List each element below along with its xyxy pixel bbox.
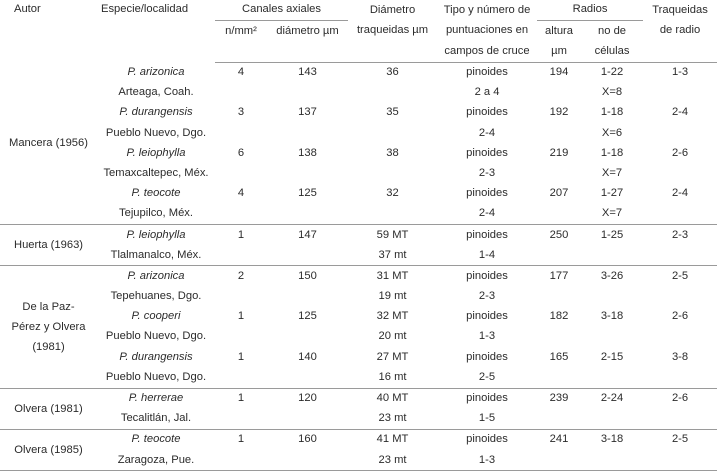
header-radios-cel-line2: células [581, 41, 643, 62]
canales-n-value: 1 [237, 350, 245, 363]
species-name: P. durangensis [119, 106, 193, 119]
radios-celulas-mean: X=6 [601, 126, 623, 139]
author-name-line: Huerta (1963) [13, 239, 84, 252]
tipo-value: pinoides [466, 350, 508, 363]
table-row [0, 450, 717, 471]
table-row [0, 266, 717, 287]
traqueidas-value-main: 41 MT [376, 433, 409, 446]
locality-name: Pueblo Nuevo, Dgo. [105, 330, 207, 343]
table-row [0, 103, 717, 123]
radios-celulas-range: 1-27 [600, 187, 624, 200]
traqueidas-value-main: 59 MT [376, 228, 409, 241]
author-name-line: Olvera (1981) [14, 402, 83, 415]
header-radios-altura-line2: µm [537, 41, 581, 62]
puntuaciones-number: 2-4 [437, 204, 537, 225]
radios-celulas-mean: X=7 [601, 166, 623, 179]
header-row-1 [0, 0, 717, 21]
species-name: P. durangensis [119, 350, 193, 363]
locality-name: Pueblo Nuevo, Dgo. [105, 126, 207, 139]
table-row [0, 225, 717, 246]
radios-celulas-mean [581, 367, 643, 388]
locality-name: Tecalitlán, Jal. [97, 409, 215, 430]
radios-celulas-range: 3-26 [600, 269, 624, 282]
traqueidas-value-main: 36 [386, 66, 399, 79]
traqueidas-value-secondary: 23 mt [348, 450, 437, 471]
radios-altura-value: 250 [549, 228, 569, 241]
traqueidas-radio-value: 2-6 [671, 310, 689, 323]
canales-diam-value: 140 [298, 350, 317, 363]
puntuaciones-number: 1-3 [437, 450, 537, 471]
traqueidas-value-secondary: 23 mt [348, 409, 437, 430]
traqueidas-radio-value: 2-3 [671, 228, 689, 241]
locality-name: Tejupilco, Méx. [97, 204, 215, 225]
tipo-value: pinoides [466, 310, 508, 323]
header-canales: Canales axiales [215, 0, 348, 21]
header-tipo-line3: campos de cruce [437, 41, 537, 62]
species-name: P. teocote [131, 187, 181, 200]
species-name: P. teocote [131, 433, 181, 446]
canales-diam-value: 150 [298, 269, 317, 282]
header-radios-altura-line1: altura [545, 24, 574, 37]
radios-altura-value: 194 [549, 66, 569, 79]
table-row [0, 388, 717, 409]
species-name: P. leiophylla [126, 228, 186, 241]
header-diametro-line2: traqueidas µm [356, 24, 429, 37]
table-row [0, 143, 717, 163]
traqueidas-value-secondary: 16 mt [348, 367, 437, 388]
traqueidas-radio-value: 1-3 [671, 66, 689, 79]
locality-name: Pueblo Nuevo, Dgo. [97, 367, 215, 388]
radios-celulas-range: 1-18 [600, 106, 624, 119]
traqueidas-radio-value: 2-6 [671, 146, 689, 159]
canales-n-value: 1 [237, 433, 245, 446]
traqueidas-value-main: 35 [386, 106, 399, 119]
species-name: P. arizonica [127, 269, 185, 282]
author-cell [0, 266, 97, 388]
table-row [0, 83, 717, 103]
header-traq-line2: de radio [659, 24, 701, 37]
header-radios: Radios [537, 0, 643, 21]
table-row [0, 62, 717, 83]
author-name-line: De la Paz- [22, 300, 75, 313]
canales-diam-value: 138 [298, 146, 317, 159]
radios-celulas-range: 1-25 [600, 228, 624, 241]
traqueidas-value-main: 38 [386, 146, 399, 159]
traqueidas-radio-value: 2-5 [671, 433, 689, 446]
canales-diam-value: 160 [298, 433, 317, 446]
canales-n-value: 1 [237, 310, 245, 323]
puntuaciones-number: 2-4 [478, 126, 496, 139]
header-especie: Especie/localidad [101, 3, 189, 15]
radios-altura-value: 192 [549, 106, 569, 119]
radios-altura-value: 182 [549, 310, 569, 323]
header-tipo-line2: puntuaciones en [445, 24, 529, 37]
puntuaciones-number: 1-3 [478, 330, 496, 343]
locality-name: Temaxcaltepec, Méx. [103, 166, 209, 179]
tipo-value: pinoides [466, 66, 508, 79]
canales-n-value: 2 [237, 269, 245, 282]
author-cell [0, 225, 97, 266]
radios-altura-value: 241 [549, 433, 569, 446]
radios-celulas-range: 2-24 [600, 392, 624, 405]
locality-name: Tlalmanalco, Méx. [97, 245, 215, 266]
species-name: P. arizonica [127, 65, 185, 78]
table-row [0, 429, 717, 450]
radios-celulas-mean: X=7 [581, 204, 643, 225]
canales-n-value: 4 [237, 187, 245, 200]
header-canales-n: n/mm² [225, 24, 257, 37]
canales-diam-value: 137 [298, 106, 317, 119]
header-traq-line1: Traqueidas [652, 3, 708, 16]
species-name: P. cooperi [131, 310, 181, 323]
species-name: P. herrerae [128, 392, 184, 405]
radios-altura-value: 219 [549, 146, 569, 159]
canales-diam-value: 143 [298, 66, 317, 79]
tipo-value: pinoides [466, 187, 508, 200]
header-autor: Autor [14, 3, 41, 15]
locality-name: Tepehuanes, Dgo. [110, 290, 202, 303]
canales-diam-value: 125 [298, 310, 317, 323]
table-row [0, 204, 717, 225]
traqueidas-value-secondary: 19 mt [378, 290, 407, 303]
traqueidas-value-secondary [348, 83, 437, 103]
radios-celulas-mean [581, 409, 643, 430]
species-name: P. leiophylla [126, 146, 186, 159]
radios-celulas-range: 1-18 [600, 146, 624, 159]
canales-n-value: 4 [237, 66, 245, 79]
canales-diam-value: 147 [298, 228, 317, 241]
traqueidas-value-main: 32 [386, 187, 399, 200]
traqueidas-value-secondary [348, 204, 437, 225]
canales-n-value: 1 [237, 392, 245, 405]
radios-celulas-mean: X=8 [601, 86, 623, 99]
radios-celulas-mean [581, 450, 643, 471]
radios-celulas-range: 3-18 [600, 433, 624, 446]
traqueidas-value-secondary [348, 123, 437, 143]
radios-altura-value: 239 [549, 392, 569, 405]
header-tipo-line1: Tipo y número de [443, 3, 531, 16]
locality-name: Arteaga, Coah. [118, 86, 194, 99]
radios-celulas-mean [581, 327, 643, 347]
canales-n-value: 6 [237, 146, 245, 159]
author-cell [0, 62, 97, 225]
table-row [0, 184, 717, 204]
table-row [0, 327, 717, 347]
author-cell [0, 388, 97, 429]
traqueidas-value-secondary: 37 mt [348, 245, 437, 266]
table-row [0, 367, 717, 388]
traqueidas-radio-value: 3-8 [671, 350, 689, 363]
traqueidas-value-main: 32 MT [376, 310, 409, 323]
tipo-value: pinoides [466, 106, 508, 119]
tipo-value: pinoides [466, 269, 508, 282]
canales-diam-value: 120 [298, 392, 317, 405]
puntuaciones-number: 2-3 [478, 166, 496, 179]
radios-celulas-range: 2-15 [600, 350, 624, 363]
locality-name: Zaragoza, Pue. [97, 450, 215, 471]
header-diametro-line1: Diámetro [369, 3, 416, 16]
header-canales-diam: diámetro µm [276, 24, 339, 37]
radios-celulas-mean [581, 287, 643, 307]
table-row [0, 347, 717, 367]
table-row [0, 245, 717, 266]
radios-altura-value: 165 [549, 350, 569, 363]
tipo-value: pinoides [466, 433, 508, 446]
traqueidas-radio-value: 2-6 [671, 392, 689, 405]
canales-n-value: 3 [237, 106, 245, 119]
table-row [0, 164, 717, 184]
radios-celulas-range: 3-18 [600, 310, 624, 323]
header-radios-cel-line1: no de [598, 24, 627, 37]
author-cell [0, 429, 97, 470]
tipo-value: pinoides [466, 146, 508, 159]
author-name-line: Mancera (1956) [9, 136, 88, 149]
traqueidas-value-main: 27 MT [376, 350, 409, 363]
traqueidas-value-secondary [348, 164, 437, 184]
table-row [0, 307, 717, 327]
radios-celulas-range: 1-22 [600, 66, 624, 79]
traqueidas-radio-value: 2-4 [671, 106, 689, 119]
tipo-value: pinoides [466, 228, 508, 241]
table-row [0, 287, 717, 307]
author-name-line: Pérez y Olvera [11, 320, 86, 333]
radios-altura-value: 177 [549, 269, 569, 282]
puntuaciones-number: 2-3 [478, 290, 496, 303]
puntuaciones-number: 2 a 4 [474, 86, 500, 99]
author-name-line: Olvera (1985) [14, 444, 83, 457]
traqueidas-value-secondary: 20 mt [378, 330, 407, 343]
radios-celulas-mean [581, 245, 643, 266]
puntuaciones-number: 1-4 [437, 245, 537, 266]
author-name-line: (1981) [32, 341, 65, 354]
table-row [0, 409, 717, 430]
table-row [0, 123, 717, 143]
traqueidas-value-main: 31 MT [376, 269, 409, 282]
puntuaciones-number: 2-5 [437, 367, 537, 388]
radios-altura-value: 207 [549, 187, 569, 200]
canales-n-value: 1 [237, 228, 245, 241]
traqueidas-radio-value: 2-5 [671, 269, 689, 282]
traqueidas-value-main: 40 MT [376, 392, 409, 405]
traqueidas-radio-value: 2-4 [671, 187, 689, 200]
canales-diam-value: 125 [298, 187, 317, 200]
puntuaciones-number: 1-5 [437, 409, 537, 430]
tipo-value: pinoides [466, 392, 508, 405]
